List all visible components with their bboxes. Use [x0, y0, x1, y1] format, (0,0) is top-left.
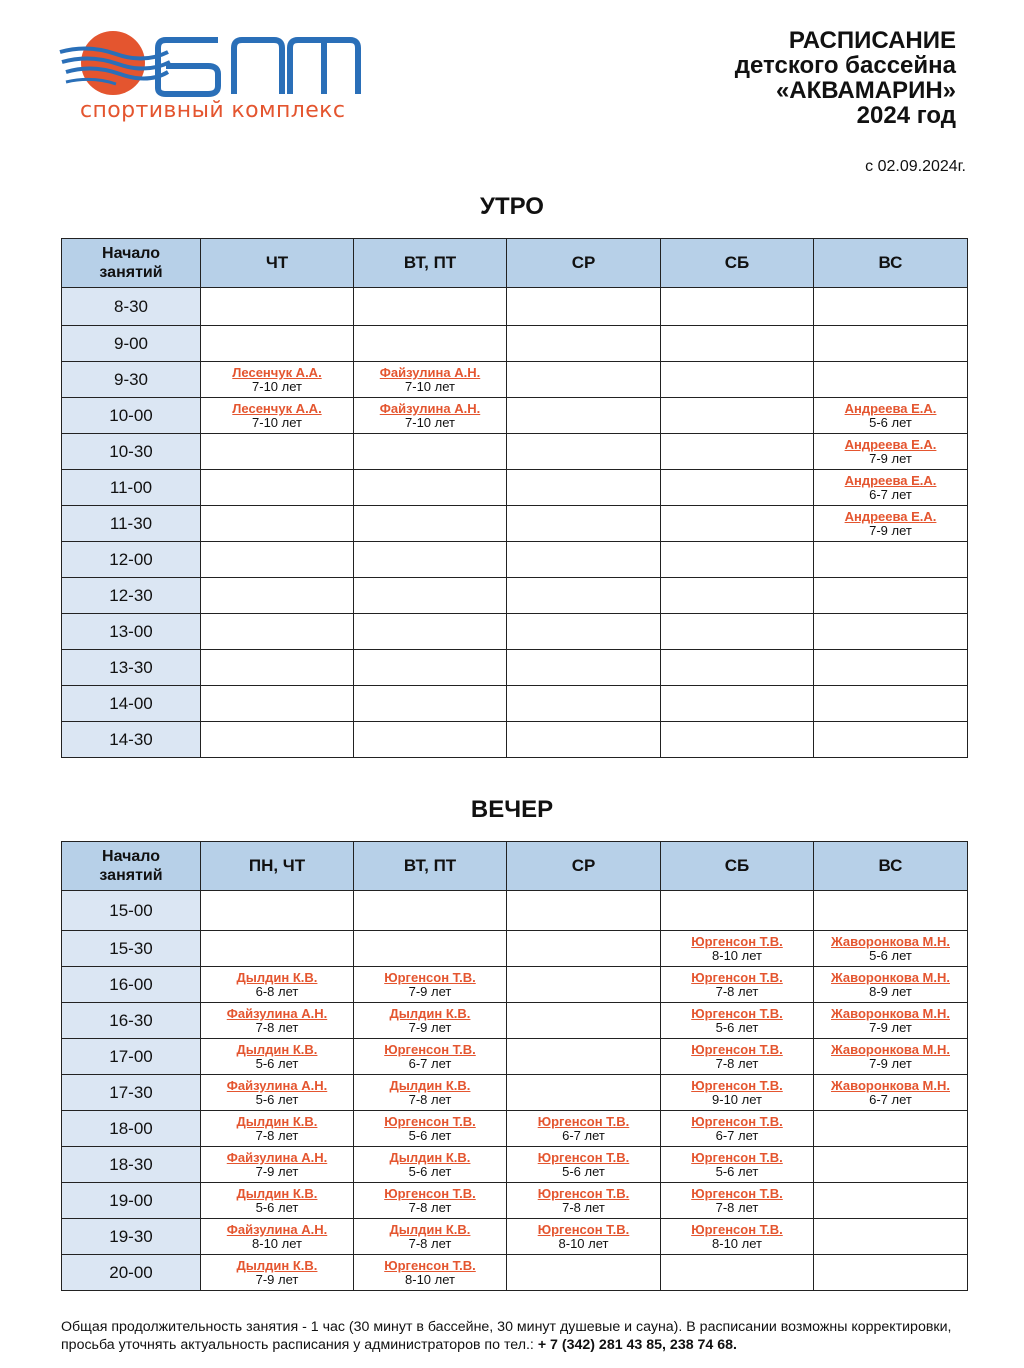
- empty-cell: [201, 542, 354, 578]
- age-group: 5-6 лет: [408, 1128, 452, 1143]
- trainer-link[interactable]: Файзулина А.Н.: [226, 1150, 328, 1165]
- time-cell: 16-30: [62, 1003, 201, 1039]
- empty-cell: [507, 434, 661, 470]
- table-row: [62, 614, 968, 650]
- trainer-link[interactable]: Файзулина А.Н.: [226, 1222, 328, 1237]
- trainer-link[interactable]: Юргенсон Т.В.: [691, 1150, 783, 1165]
- column-header-day: СБ: [661, 842, 814, 891]
- time-cell: 11-00: [62, 470, 201, 506]
- trainer-link[interactable]: Дылдин К.В.: [389, 1006, 471, 1021]
- column-header-start-time: Начало занятий: [62, 239, 201, 288]
- footer-phone: + 7 (342) 281 43 85, 238 74 68.: [537, 1337, 737, 1353]
- empty-cell: [201, 931, 354, 967]
- title-line: РАСПИСАНИЕ: [788, 27, 956, 54]
- age-group: 7-10 лет: [405, 379, 455, 394]
- age-group: 6-7 лет: [869, 1092, 912, 1107]
- table-row: [62, 931, 968, 967]
- column-header-day: ПН, ЧТ: [201, 842, 354, 891]
- class-cell: [354, 1147, 507, 1183]
- trainer-link[interactable]: Лесенчук А.А.: [232, 365, 322, 380]
- time-cell: 15-30: [62, 931, 201, 967]
- table-row: [62, 542, 968, 578]
- table-row: [62, 470, 968, 506]
- empty-cell: [201, 506, 354, 542]
- time-cell: 11-30: [62, 506, 201, 542]
- age-group: 8-10 лет: [252, 1236, 302, 1251]
- empty-cell: [814, 1255, 968, 1291]
- class-cell: [661, 1147, 814, 1183]
- class-cell: [201, 1111, 354, 1147]
- age-group: 7-8 лет: [715, 1200, 759, 1215]
- footer-text: Общая продолжительность занятия - 1 час (30 минут в бассейне, 30 минут душевые и сауна). В расписании возможны корректировки, просьба уточнять актуальность расписания у администраторов по тел.:: [61, 1319, 952, 1353]
- empty-cell: [661, 470, 814, 506]
- class-cell: [661, 1075, 814, 1111]
- class-cell: [661, 967, 814, 1003]
- trainer-link[interactable]: Дылдин К.В.: [389, 1078, 471, 1093]
- empty-cell: [201, 891, 354, 931]
- age-group: 5-6 лет: [869, 415, 912, 430]
- class-cell: [507, 1219, 661, 1255]
- time-cell: 16-00: [62, 967, 201, 1003]
- class-cell: [354, 398, 507, 434]
- empty-cell: [354, 686, 507, 722]
- trainer-link[interactable]: Файзулина А.Н.: [379, 401, 481, 416]
- class-cell: [814, 931, 968, 967]
- empty-cell: [354, 434, 507, 470]
- empty-cell: [661, 542, 814, 578]
- table-row: [62, 1003, 968, 1039]
- time-cell: 14-00: [62, 686, 201, 722]
- empty-cell: [507, 1075, 661, 1111]
- age-group: 7-8 лет: [255, 1020, 299, 1035]
- empty-cell: [354, 288, 507, 326]
- trainer-link[interactable]: Юргенсон Т.В.: [384, 1258, 476, 1273]
- table-header-row: [62, 239, 968, 288]
- trainer-link[interactable]: Файзулина А.Н.: [226, 1078, 328, 1093]
- table-row: [62, 1183, 968, 1219]
- trainer-link[interactable]: Юргенсон Т.В.: [384, 1114, 476, 1129]
- class-cell: [507, 1147, 661, 1183]
- class-cell: [201, 1219, 354, 1255]
- empty-cell: [354, 506, 507, 542]
- age-group: 7-9 лет: [255, 1164, 299, 1179]
- class-cell: [814, 1075, 968, 1111]
- time-cell: 17-00: [62, 1039, 201, 1075]
- trainer-link[interactable]: Юргенсон Т.В.: [691, 1114, 783, 1129]
- empty-cell: [814, 326, 968, 362]
- table-row: [62, 506, 968, 542]
- age-group: 7-10 лет: [405, 415, 455, 430]
- age-group: 8-9 лет: [869, 984, 912, 999]
- table-row: [62, 578, 968, 614]
- trainer-link[interactable]: Юргенсон Т.В.: [691, 1006, 783, 1021]
- age-group: 7-8 лет: [715, 1056, 759, 1071]
- table-row: [62, 967, 968, 1003]
- trainer-link[interactable]: Дылдин К.В.: [236, 1186, 318, 1201]
- empty-cell: [507, 891, 661, 931]
- class-cell: [201, 1255, 354, 1291]
- logo-text: спортивный комплекс: [80, 98, 346, 123]
- empty-cell: [354, 650, 507, 686]
- trainer-link[interactable]: Юргенсон Т.В.: [384, 1042, 476, 1057]
- table-row: [62, 1147, 968, 1183]
- table-row: [62, 1039, 968, 1075]
- age-group: 6-7 лет: [562, 1128, 605, 1143]
- class-cell: [201, 362, 354, 398]
- empty-cell: [507, 398, 661, 434]
- effective-date: с 02.09.2024г.: [865, 158, 966, 175]
- trainer-link[interactable]: Юргенсон Т.В.: [691, 1042, 783, 1057]
- age-group: 7-9 лет: [255, 1272, 299, 1287]
- time-cell: 18-00: [62, 1111, 201, 1147]
- class-cell: [354, 1183, 507, 1219]
- trainer-link[interactable]: Андреева Е.А.: [844, 473, 937, 488]
- class-cell: [201, 398, 354, 434]
- empty-cell: [661, 362, 814, 398]
- empty-cell: [661, 578, 814, 614]
- age-group: 7-8 лет: [408, 1092, 452, 1107]
- trainer-link[interactable]: Андреева Е.А.: [844, 509, 937, 524]
- age-group: 5-6 лет: [715, 1020, 759, 1035]
- time-cell: 19-00: [62, 1183, 201, 1219]
- column-header-day: СР: [507, 842, 661, 891]
- table-row: [62, 1111, 968, 1147]
- age-group: 7-8 лет: [408, 1236, 452, 1251]
- class-cell: [354, 362, 507, 398]
- age-group: 7-9 лет: [408, 1020, 452, 1035]
- class-cell: [661, 1111, 814, 1147]
- empty-cell: [814, 1111, 968, 1147]
- time-cell: 9-00: [62, 326, 201, 362]
- class-cell: [354, 1219, 507, 1255]
- empty-cell: [507, 686, 661, 722]
- title-line: «АКВАМАРИН»: [775, 77, 956, 104]
- evening-title: ВЕЧЕР: [470, 796, 554, 823]
- empty-cell: [661, 891, 814, 931]
- class-cell: [201, 1039, 354, 1075]
- trainer-link[interactable]: Дылдин К.В.: [389, 1150, 471, 1165]
- column-header-day: ВТ, ПТ: [354, 239, 507, 288]
- trainer-link[interactable]: Дылдин К.В.: [236, 1114, 318, 1129]
- empty-cell: [354, 326, 507, 362]
- time-cell: 15-00: [62, 891, 201, 931]
- empty-cell: [507, 1039, 661, 1075]
- table-row: [62, 891, 968, 931]
- time-cell: 13-30: [62, 650, 201, 686]
- column-header-day: ВС: [814, 842, 968, 891]
- empty-cell: [507, 470, 661, 506]
- age-group: 8-10 лет: [712, 1236, 762, 1251]
- empty-cell: [814, 686, 968, 722]
- empty-cell: [507, 1003, 661, 1039]
- empty-cell: [661, 722, 814, 758]
- morning-schedule-table: [61, 238, 968, 758]
- class-cell: [814, 506, 968, 542]
- trainer-link[interactable]: Жаворонкова М.Н.: [830, 934, 950, 949]
- table-header-row: [62, 842, 968, 891]
- column-header-day: ЧТ: [201, 239, 354, 288]
- trainer-link[interactable]: Юргенсон Т.В.: [537, 1186, 630, 1201]
- empty-cell: [507, 288, 661, 326]
- empty-cell: [354, 722, 507, 758]
- age-group: 7-10 лет: [252, 379, 302, 394]
- empty-cell: [814, 288, 968, 326]
- age-group: 5-6 лет: [869, 948, 912, 963]
- class-cell: [354, 1075, 507, 1111]
- empty-cell: [814, 578, 968, 614]
- trainer-link[interactable]: Андреева Е.А.: [844, 401, 937, 416]
- age-group: 7-9 лет: [408, 984, 452, 999]
- empty-cell: [507, 614, 661, 650]
- time-cell: 12-00: [62, 542, 201, 578]
- table-row: [62, 686, 968, 722]
- table-row: [62, 434, 968, 470]
- title-line: 2024 год: [856, 102, 956, 129]
- trainer-link[interactable]: Файзулина А.Н.: [379, 365, 481, 380]
- empty-cell: [661, 1255, 814, 1291]
- trainer-link[interactable]: Юргенсон Т.В.: [384, 970, 476, 985]
- class-cell: [661, 1039, 814, 1075]
- empty-cell: [354, 614, 507, 650]
- class-cell: [201, 1075, 354, 1111]
- document-title: [735, 28, 956, 128]
- time-cell: 13-00: [62, 614, 201, 650]
- class-cell: [354, 1255, 507, 1291]
- empty-cell: [354, 931, 507, 967]
- trainer-link[interactable]: Юргенсон Т.В.: [691, 1222, 783, 1237]
- age-group: 5-6 лет: [715, 1164, 759, 1179]
- table-row: [62, 1219, 968, 1255]
- time-cell: 10-30: [62, 434, 201, 470]
- empty-cell: [201, 614, 354, 650]
- trainer-link[interactable]: Жаворонкова М.Н.: [830, 1006, 950, 1021]
- empty-cell: [507, 362, 661, 398]
- empty-cell: [814, 891, 968, 931]
- class-cell: [814, 967, 968, 1003]
- time-cell: 14-30: [62, 722, 201, 758]
- age-group: 7-9 лет: [869, 523, 912, 538]
- trainer-link[interactable]: Юргенсон Т.В.: [691, 1186, 783, 1201]
- age-group: 7-8 лет: [562, 1200, 605, 1215]
- age-group: 8-10 лет: [558, 1236, 609, 1251]
- trainer-link[interactable]: Файзулина А.Н.: [226, 1006, 328, 1021]
- empty-cell: [661, 398, 814, 434]
- age-group: 5-6 лет: [255, 1200, 299, 1215]
- time-cell: 20-00: [62, 1255, 201, 1291]
- table-row: [62, 722, 968, 758]
- age-group: 8-10 лет: [712, 948, 762, 963]
- class-cell: [661, 1219, 814, 1255]
- trainer-link[interactable]: Юргенсон Т.В.: [691, 1078, 783, 1093]
- class-cell: [354, 1039, 507, 1075]
- table-row: [62, 650, 968, 686]
- table-row: [62, 326, 968, 362]
- class-cell: [354, 1003, 507, 1039]
- column-header-day: СР: [507, 239, 661, 288]
- trainer-link[interactable]: Юргенсон Т.В.: [537, 1114, 630, 1129]
- empty-cell: [201, 470, 354, 506]
- class-cell: [507, 1111, 661, 1147]
- empty-cell: [201, 288, 354, 326]
- time-cell: 12-30: [62, 578, 201, 614]
- morning-title: УТРО: [480, 193, 544, 220]
- empty-cell: [814, 1183, 968, 1219]
- empty-cell: [661, 614, 814, 650]
- empty-cell: [814, 362, 968, 398]
- class-cell: [354, 1111, 507, 1147]
- table-row: [62, 288, 968, 326]
- empty-cell: [201, 722, 354, 758]
- time-cell: 10-00: [62, 398, 201, 434]
- class-cell: [814, 434, 968, 470]
- time-cell: 17-30: [62, 1075, 201, 1111]
- trainer-link[interactable]: Жаворонкова М.Н.: [830, 1078, 950, 1093]
- age-group: 7-8 лет: [408, 1200, 452, 1215]
- class-cell: [201, 1183, 354, 1219]
- empty-cell: [201, 578, 354, 614]
- empty-cell: [814, 1147, 968, 1183]
- empty-cell: [354, 542, 507, 578]
- empty-cell: [814, 542, 968, 578]
- age-group: 8-10 лет: [405, 1272, 455, 1287]
- trainer-link[interactable]: Юргенсон Т.В.: [537, 1222, 630, 1237]
- table-row: [62, 362, 968, 398]
- trainer-link[interactable]: Дылдин К.В.: [236, 1042, 318, 1057]
- time-cell: 19-30: [62, 1219, 201, 1255]
- empty-cell: [507, 506, 661, 542]
- empty-cell: [507, 967, 661, 1003]
- trainer-link[interactable]: Дылдин К.В.: [236, 970, 318, 985]
- class-cell: [201, 1003, 354, 1039]
- column-header-start-time: Начало занятий: [62, 842, 201, 891]
- age-group: 9-10 лет: [712, 1092, 762, 1107]
- class-cell: [201, 1147, 354, 1183]
- empty-cell: [201, 434, 354, 470]
- table-row: [62, 1255, 968, 1291]
- empty-cell: [814, 650, 968, 686]
- trainer-link[interactable]: Лесенчук А.А.: [232, 401, 322, 416]
- empty-cell: [354, 470, 507, 506]
- trainer-link[interactable]: Дылдин К.В.: [236, 1258, 318, 1273]
- empty-cell: [814, 614, 968, 650]
- table-row: [62, 1075, 968, 1111]
- class-cell: [354, 967, 507, 1003]
- footer-note: [61, 1318, 971, 1354]
- trainer-link[interactable]: Жаворонкова М.Н.: [830, 1042, 950, 1057]
- age-group: 5-6 лет: [255, 1056, 299, 1071]
- empty-cell: [814, 1219, 968, 1255]
- age-group: 7-9 лет: [869, 451, 912, 466]
- empty-cell: [507, 1255, 661, 1291]
- class-cell: [814, 1003, 968, 1039]
- age-group: 5-6 лет: [255, 1092, 299, 1107]
- age-group: 7-9 лет: [869, 1020, 912, 1035]
- empty-cell: [507, 578, 661, 614]
- empty-cell: [354, 578, 507, 614]
- class-cell: [661, 931, 814, 967]
- class-cell: [201, 967, 354, 1003]
- empty-cell: [814, 722, 968, 758]
- empty-cell: [507, 722, 661, 758]
- evening-schedule-table: [61, 841, 968, 1291]
- age-group: 5-6 лет: [562, 1164, 605, 1179]
- trainer-link[interactable]: Жаворонкова М.Н.: [830, 970, 950, 985]
- age-group: 6-7 лет: [408, 1056, 452, 1071]
- empty-cell: [507, 326, 661, 362]
- empty-cell: [661, 506, 814, 542]
- empty-cell: [201, 650, 354, 686]
- class-cell: [661, 1003, 814, 1039]
- trainer-link[interactable]: Юргенсон Т.В.: [537, 1150, 630, 1165]
- trainer-link[interactable]: Дылдин К.В.: [389, 1222, 471, 1237]
- time-cell: 9-30: [62, 362, 201, 398]
- class-cell: [661, 1183, 814, 1219]
- column-header-day: ВС: [814, 239, 968, 288]
- age-group: 7-8 лет: [255, 1128, 299, 1143]
- trainer-link[interactable]: Юргенсон Т.В.: [691, 934, 783, 949]
- empty-cell: [661, 434, 814, 470]
- age-group: 6-7 лет: [869, 487, 912, 502]
- class-cell: [507, 1183, 661, 1219]
- empty-cell: [507, 542, 661, 578]
- class-cell: [814, 1039, 968, 1075]
- empty-cell: [201, 326, 354, 362]
- trainer-link[interactable]: Андреева Е.А.: [844, 437, 937, 452]
- empty-cell: [661, 686, 814, 722]
- time-cell: 8-30: [62, 288, 201, 326]
- time-cell: 18-30: [62, 1147, 201, 1183]
- column-header-day: СБ: [661, 239, 814, 288]
- class-cell: [814, 398, 968, 434]
- age-group: 7-9 лет: [869, 1056, 912, 1071]
- age-group: 6-8 лет: [255, 984, 299, 999]
- column-header-day: ВТ, ПТ: [354, 842, 507, 891]
- age-group: 6-7 лет: [715, 1128, 759, 1143]
- empty-cell: [507, 650, 661, 686]
- table-row: [62, 398, 968, 434]
- class-cell: [814, 470, 968, 506]
- empty-cell: [661, 288, 814, 326]
- age-group: 7-8 лет: [715, 984, 759, 999]
- age-group: 5-6 лет: [408, 1164, 452, 1179]
- empty-cell: [201, 686, 354, 722]
- empty-cell: [661, 326, 814, 362]
- trainer-link[interactable]: Юргенсон Т.В.: [691, 970, 783, 985]
- title-line: детского бассейна: [734, 52, 956, 79]
- empty-cell: [507, 931, 661, 967]
- empty-cell: [661, 650, 814, 686]
- age-group: 7-10 лет: [252, 415, 302, 430]
- empty-cell: [354, 891, 507, 931]
- trainer-link[interactable]: Юргенсон Т.В.: [384, 1186, 476, 1201]
